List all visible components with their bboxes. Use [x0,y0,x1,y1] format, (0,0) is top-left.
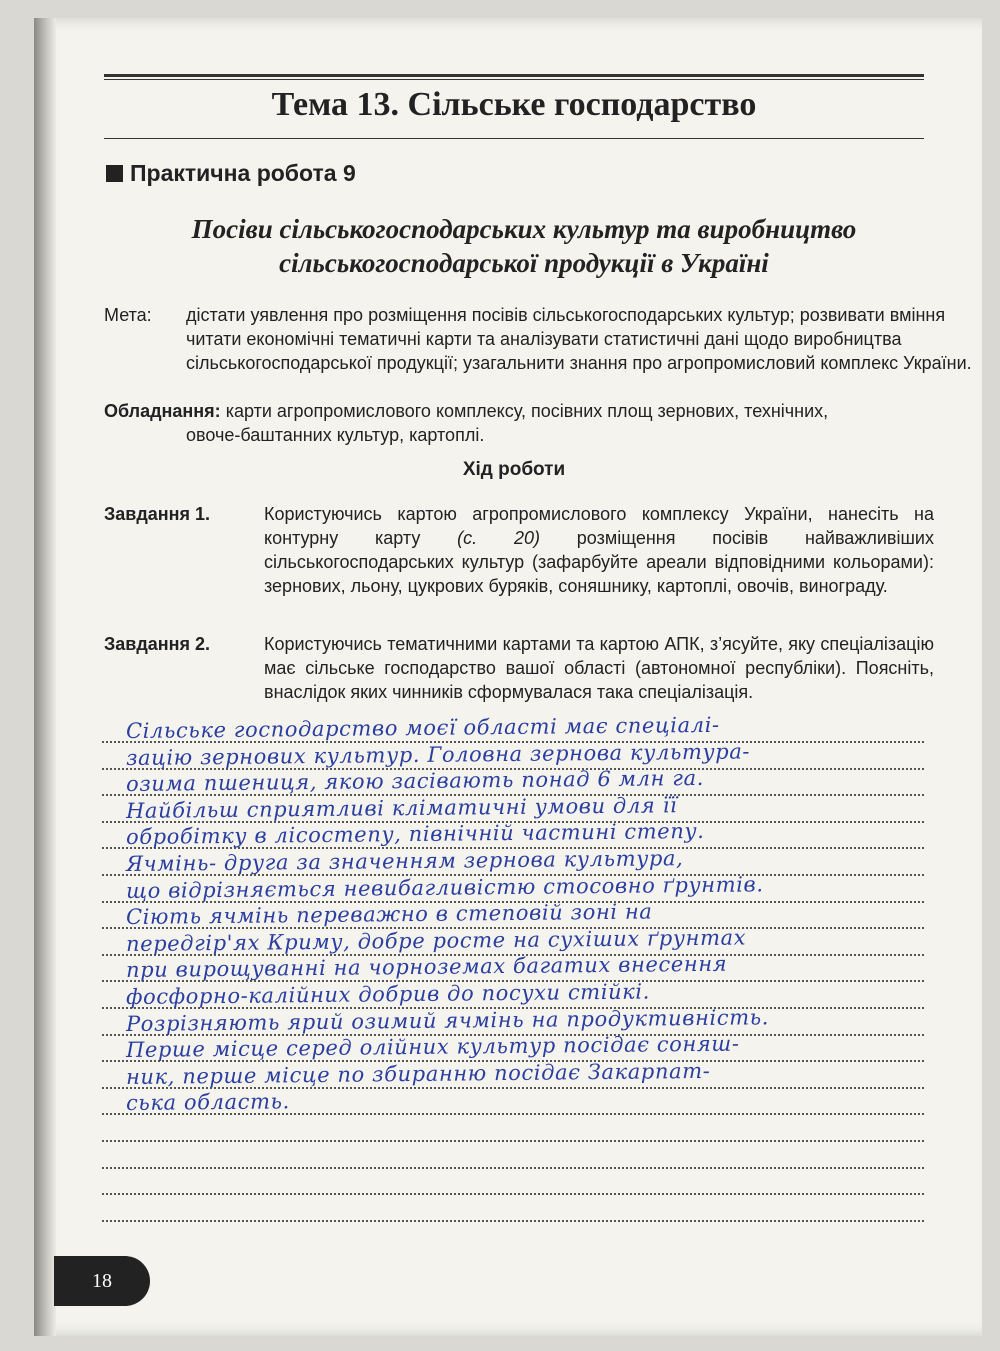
task-1-text-b: розміщення посівів найважливіших сільськогосподарських культур (зафарбуйте ареали відповідними кольорами): зернових, льону, цукрових буряків, соняшнику, картоплі, овочів, винограду. [264,528,934,596]
handwritten-line: Сіють ячмінь переважно в степовій зоні на [125,899,653,930]
answer-line[interactable] [102,1193,924,1195]
workbook-page [34,18,982,1336]
goal-text: дістати уявлення про розміщення посівів сільськогосподарських культур; розвивати вміння читати економічні тематичні карти та аналізувати статистичні дані щодо виробництва сільськогосподарської продукції; узагальнити знання про агропромисловий комплекс України. [186,305,972,373]
handwritten-line: Розрізняють ярий озимий ячмінь на продуктивність. [125,1004,770,1036]
handwritten-line: Ячмінь- друга за значенням зернова культура, [125,846,684,876]
title-rule-top-thin [104,79,924,80]
square-bullet-icon [106,165,123,182]
equipment-block [104,399,934,447]
progress-heading: Хід роботи [462,459,566,480]
handwritten-line: озима пшениця, якою засівають понад 6 млн га. [125,766,705,797]
handwritten-line: Сільське господарство моєї області має спеціалі- [125,712,720,743]
handwritten-line: обробітку в лісостепу, північній частині степу. [125,819,705,850]
section-heading [106,160,356,187]
handwritten-line: Найбільш сприятливі кліматичні умови для її [125,793,678,823]
section-label: Практична робота 9 [130,160,356,186]
handwritten-line: що відрізняється невибагливістю стосовно ґрунтів. [125,871,764,903]
page-number-badge [54,1256,150,1306]
task-2-label: Завдання 2. [104,634,211,654]
task-1-label: Завдання 1. [104,504,211,524]
work-subtitle [104,212,944,280]
task-1-text-a: Користуючись картою агропромислового комплексу України, нанесіть на контурну карту [264,504,934,548]
book-spine [34,18,56,1336]
handwritten-line: фосфорно-калійних добрив до посухи стійкі. [125,979,651,1009]
page-title: Тема 13. Сільське господарство [271,86,757,123]
equipment-label: Обладнання: [104,401,221,421]
task-2-text: Користуючись тематичними картами та картою АПК, з’ясуйте, яку спеціалізацію має сільське господарство вашої області (автономної республіки). Поясніть, внаслідок яких чинників сформувалася така спеціалізація. [264,634,934,702]
task-1-page-ref: (с. 20) [457,528,540,548]
handwritten-line: ська область. [125,1089,290,1116]
task-1-text [264,502,934,598]
title-rule-bottom [104,138,924,139]
handwritten-answer [125,712,956,1117]
handwritten-line: зацію зернових культур. Головна зернова культура- [125,739,751,770]
answer-line[interactable] [102,1220,924,1222]
handwritten-line: ник, перше місце по збиранню посідає Закарпат- [125,1058,711,1089]
handwritten-line: передгір'ях Криму, добре росте на сухіших ґрунтах [125,925,747,956]
answer-line[interactable] [102,1167,924,1169]
answer-line[interactable] [102,1140,924,1142]
equipment-text-2: овоче-баштанних культур, картоплі. [186,425,485,445]
handwritten-line: при вирощуванні на чорноземах багатих внесення [125,952,728,983]
page-number: 18 [92,1269,112,1292]
title-rule-top [104,74,924,77]
subtitle-line-2: сільськогосподарської продукції в Україні [279,248,769,278]
subtitle-line-1: Посіви сільськогосподарських культур та виробництво [191,214,857,244]
equipment-text-1: карти агропромислового комплексу, посівних площ зернових, технічних, [225,401,829,421]
goal-label: Мета: [104,305,152,325]
handwritten-line: Перше місце серед олійних культур посідає соняш- [125,1031,740,1063]
